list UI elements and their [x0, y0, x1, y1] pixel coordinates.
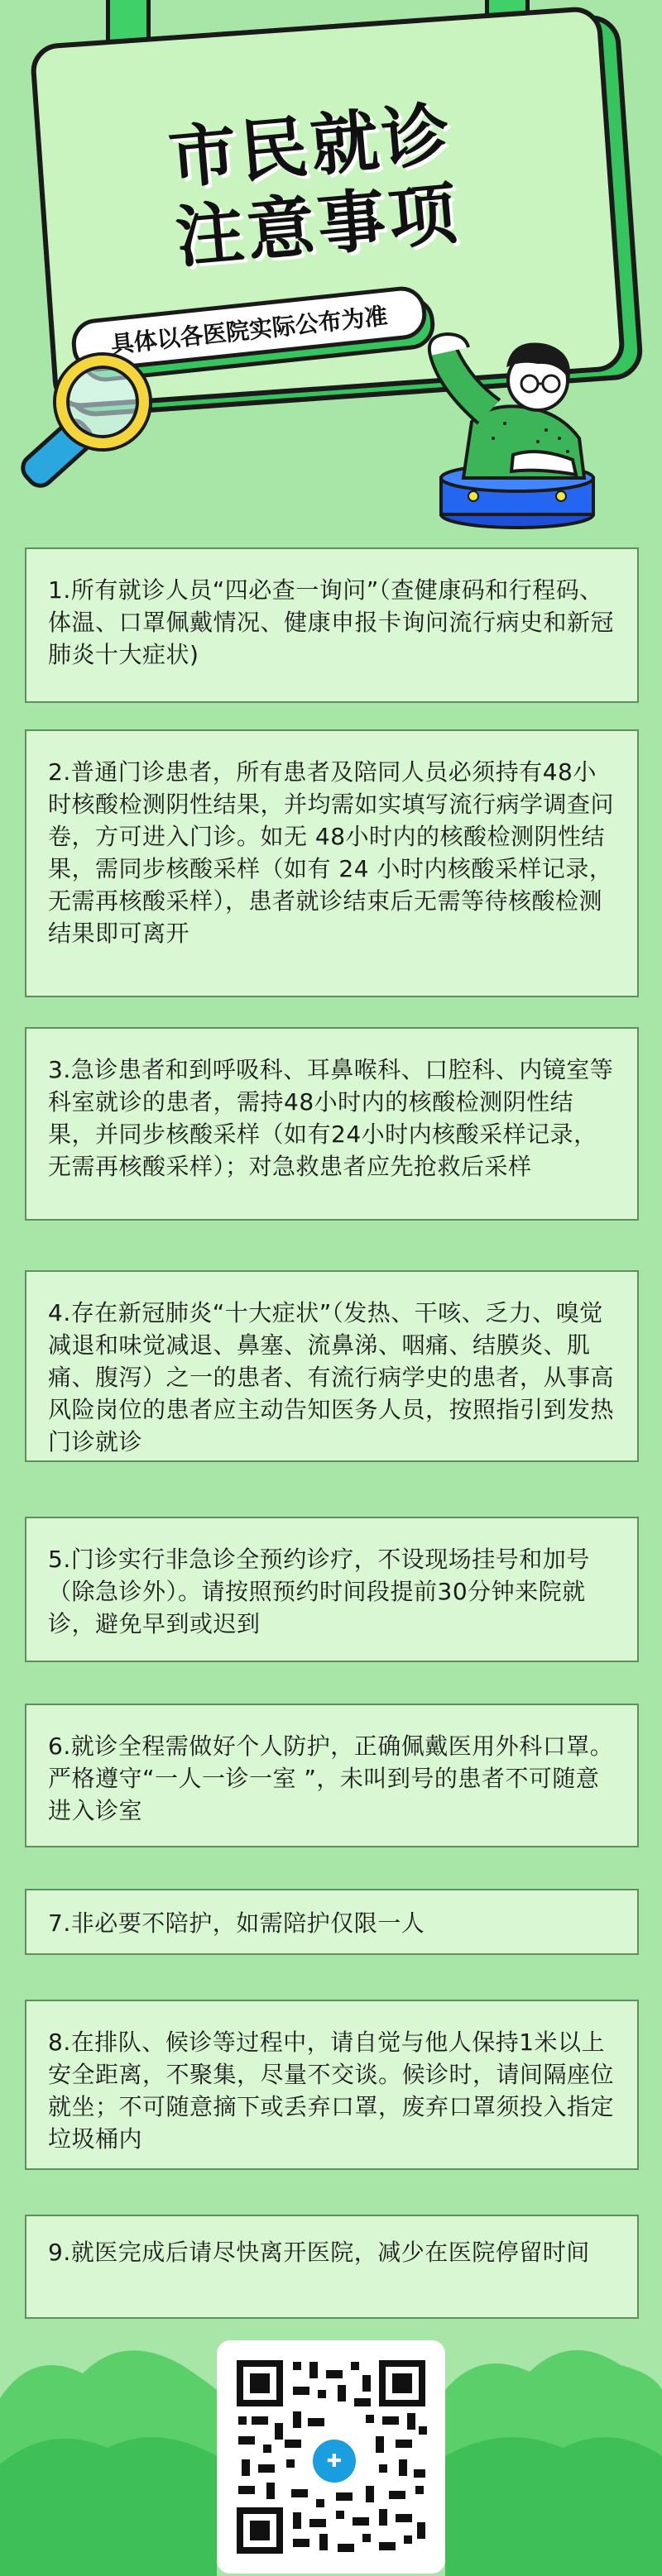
note-text: 1.所有就诊人员“四必查一询问”（查健康码和行程码、体温、口罩佩戴情况、健康申报卡询问流行病史和新冠肺炎十大症状) [48, 576, 615, 668]
qr-code-icon[interactable] [217, 2340, 445, 2574]
title-line-2: 注意事项 [172, 174, 463, 278]
note-card-5 [25, 1517, 639, 1662]
page-title [118, 91, 511, 282]
thinking-person-illustration [414, 331, 621, 529]
note-card-6 [25, 1704, 639, 1847]
note-card-2 [25, 729, 639, 997]
qr-center-logo-icon: ✚ [309, 2436, 359, 2486]
note-card-7 [25, 1889, 639, 1955]
note-card-9 [25, 2215, 639, 2319]
magnifier-icon [33, 356, 124, 447]
note-text: 7.非必要不陪护，如需陪护仅限一人 [48, 1909, 425, 1937]
note-card-8 [25, 2000, 639, 2170]
note-text: 5.门诊实行非急诊全预约诊疗，不设现场挂号和加号（除急诊外）。请按照预约时间段提前30分钟来院就诊，避免早到或迟到 [48, 1546, 590, 1637]
note-text: 2.普通门诊患者，所有患者及陪同人员必须持有48小时核酸检测阴性结果，并均需如实填写流行病学调查问卷，方可进入门诊。如无 48小时内的核酸检测阴性结果，需同步核酸采样（如有 24 小时内核酸采样记录，无需再核酸采样），患者就诊结束后无需等待核酸检测结果即可离开 [48, 758, 615, 947]
footer [0, 2332, 662, 2576]
title-line-1: 市民就诊 [166, 95, 457, 198]
note-text: 4.存在新冠肺炎“十大症状”（发热、干咳、乏力、嗅觉减退和味觉减退、鼻塞、流鼻涕、咽痛、结膜炎、肌痛、腹泻）之一的患者、有流行病学史的患者，从事高风险岗位的患者应主动告知医务人员，按照指引到发热门诊就诊 [48, 1299, 615, 1455]
note-text: 9.就医完成后请尽快离开医院，减少在医院停留时间 [48, 2239, 590, 2266]
header-banner [0, 0, 662, 529]
note-text: 3.急诊患者和到呼吸科、耳鼻喉科、口腔科、内镜室等科室就诊的患者，需持48小时内的核酸检测阴性结果，并同步核酸采样（如有24小时内核酸采样记录，无需再核酸采样）；对急救患者应先抢救后采样 [48, 1056, 614, 1180]
note-card-1 [25, 547, 639, 703]
subtitle-text: 具体以各医院实际公布为准 [109, 302, 389, 359]
note-text: 6.就诊全程需做好个人防护，正确佩戴医用外科口罩。严格遵守“一人一诊一室 ”，未叫到号的患者不可随意进入诊室 [48, 1732, 614, 1824]
note-card-4 [25, 1270, 639, 1462]
note-text: 8.在排队、候诊等过程中，请自觉与他人保持1米以上安全距离，不聚集，尽量不交谈。候诊时，请间隔座位就坐；不可随意摘下或丢弃口罩，废弃口罩须投入指定垃圾桶内 [48, 2029, 615, 2153]
note-card-3 [25, 1027, 639, 1221]
